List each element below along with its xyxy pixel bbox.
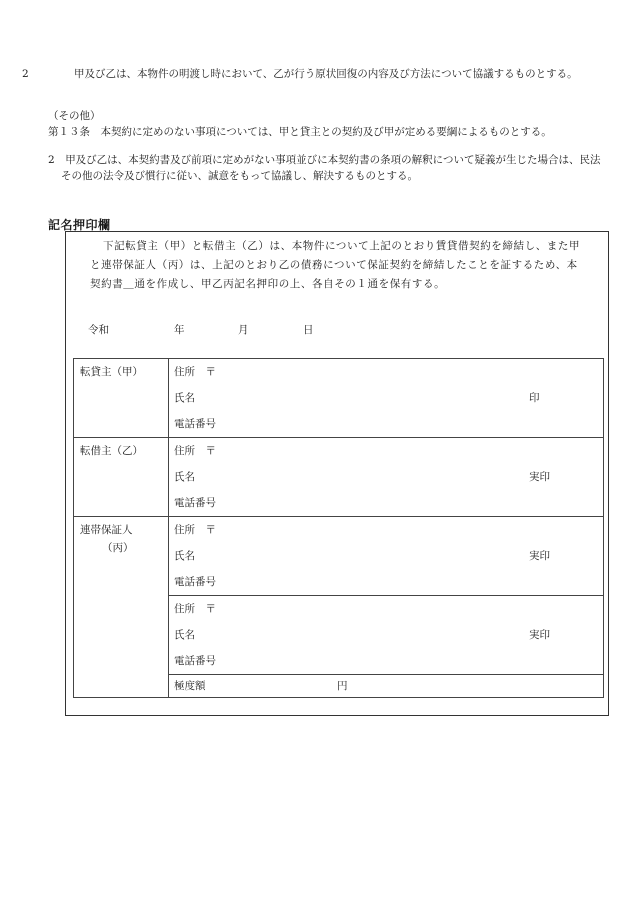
name-label: 氏名 [174,392,195,404]
seal-mark: 印 [529,392,540,404]
article-number: 第１３条 [48,126,90,138]
date-era: 令和 [88,324,109,336]
limit-field [169,675,604,698]
phone-label: 電話番号 [174,418,216,430]
party-fields [169,359,604,438]
address-label: 住所 〒 [174,603,216,615]
party-block-guarantor-1 [74,517,604,596]
date-year: 年 [174,324,185,336]
other-heading: （その他） [48,110,101,122]
seal-mark: 実印 [529,550,550,562]
clause13-paragraph2 [48,152,601,184]
party-fields [169,517,604,596]
paragraph-number: 2 [22,68,29,80]
address-label: 住所 〒 [174,524,216,536]
signature-table [73,358,604,698]
name-label: 氏名 [174,629,195,641]
signature-box [65,231,609,716]
phone-label: 電話番号 [174,655,216,667]
phone-label: 電話番号 [174,497,216,509]
name-label: 氏名 [174,471,195,483]
paragraph-text: 甲及び乙は、本契約書及び前項に定めがない事項並びに本契約書の条項の解釈について疑義が生じた場合は、民法その他の法令及び慣行に従い、誠意をもって協議し、解決するものとする。 [61,154,601,182]
party-fields [169,596,604,675]
party-role-label: 転貸主（甲） [80,366,143,378]
party-role [74,359,169,438]
signature-section-title: 記名押印欄 [48,218,111,232]
yen-unit: 円 [337,680,348,692]
paragraph-text: 甲及び乙は、本物件の明渡し時において、乙が行う原状回復の内容及び方法について協議するものとする。 [74,68,578,80]
article-text: 本契約に定めのない事項については、甲と貸主との契約及び甲が定める要綱によるものとする。 [100,126,552,138]
paragraph-number: 2 [48,154,55,166]
limit-label: 極度額 [174,680,206,692]
phone-label: 電話番号 [174,576,216,588]
party-role [74,517,169,698]
address-label: 住所 〒 [174,445,216,457]
name-label: 氏名 [174,550,195,562]
date-day: 日 [303,324,314,336]
clause12-paragraph2 [22,66,614,82]
party-block-sublessee [74,438,604,517]
party-role-label: 転借主（乙） [80,445,143,457]
party-role-label: 連帯保証人 [80,524,133,536]
seal-mark: 実印 [529,629,550,641]
party-role [74,438,169,517]
address-label: 住所 〒 [174,366,216,378]
seal-mark: 実印 [529,471,550,483]
certification-text: 下記転貸主（甲）と転借主（乙）は、本物件について上記のとおり賃貸借契約を締結し、また甲と連帯保証人（丙）は、上記のとおり乙の債務について保証契約を締結したことを証するため、本契約書＿通を作成し、甲乙丙記名押印の上、各自その１通を保有する。 [90,240,581,290]
party-role-sublabel: （丙） [102,542,134,554]
party-block-sublessor [74,359,604,438]
party-fields [169,438,604,517]
clause13 [48,124,601,140]
date-month: 月 [238,324,249,336]
